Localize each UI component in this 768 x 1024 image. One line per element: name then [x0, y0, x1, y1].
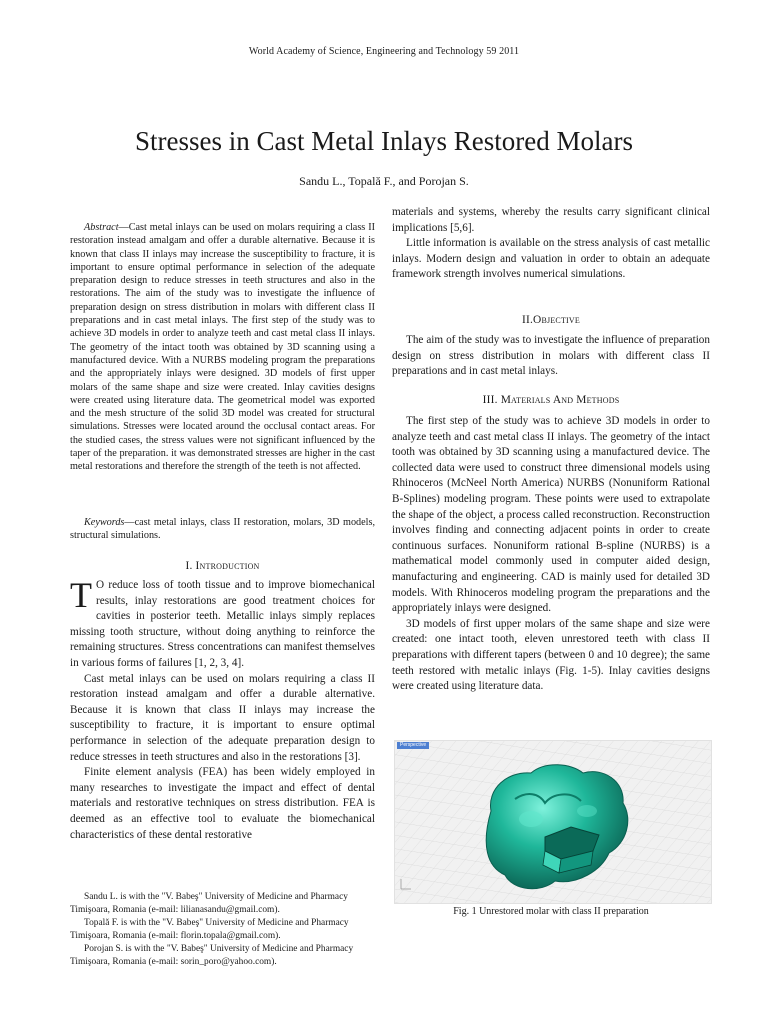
intro-heading: I. Introduction: [185, 560, 260, 572]
objective-paragraph: The aim of the study was to investigate the influence of preparation design on stress distribution in molars with different class II preparations and in cast metal inlays.: [392, 334, 710, 378]
paper-title: Stresses in Cast Metal Inlays Restored Molars: [135, 126, 633, 156]
footnote-3: Porojan S. is with the "V. Babeş" University of Medicine and Pharmacy Timişoara, Romania (e-mail: sorin_poro@yahoo.com).: [70, 944, 354, 967]
methods-heading: III. Materials And Methods: [482, 394, 620, 406]
molar-render: [395, 741, 711, 903]
footnote-2: Topală F. is with the "V. Babeş" University of Medicine and Pharmacy Timişoara, Romania (e-mail: florin.topala@gmail.com).: [70, 918, 349, 941]
paper-authors: Sandu L., Topală F., and Porojan S.: [299, 174, 469, 188]
methods-paragraph-2: 3D models of first upper molars of the same shape and size were created: one intact tooth, eleven unrestored teeth with class II preparations with different tapers (between 0 and 10 degree); the same teeth restored with metalic inlays (Fig. 1-5). Inlay cavities designs were created using literature data.: [392, 617, 710, 693]
intro-paragraph-1: O reduce loss of tooth tissue and to improve biomechanical results, inlay restorations are good treatment choices for cavities in posterior teeth. Metallic inlays simply replaces missing tooth structure, without doing anything to reinforce the remaining structures. Stress concentrations can manifest themselves in various forms of failures [1, 2, 3, 4].: [70, 579, 375, 669]
viewport-label: Perspective: [397, 742, 429, 749]
drop-cap: T: [70, 575, 92, 615]
objective-heading: II.Objective: [522, 314, 580, 326]
keywords: [70, 516, 375, 543]
intro-body: [70, 575, 375, 843]
keywords-text: —cast metal inlays, class II restoration, molars, 3D models, structural simulations.: [70, 517, 375, 542]
abstract-label: Abstract: [84, 222, 119, 233]
right-paragraph-1: materials and systems, whereby the results carry significant clinical implications [5,6].: [392, 206, 710, 234]
objective-body: [392, 333, 710, 380]
figure-caption: Fig. 1 Unrestored molar with class II preparation: [453, 906, 649, 917]
right-column-top: [392, 205, 710, 283]
right-paragraph-2: Little information is available on the stress analysis of cast metallic inlays. Modern design and valuation in order to obtain an adequate framework strength involves numerical simulations.: [392, 237, 710, 281]
intro-paragraph-3: Finite element analysis (FEA) has been widely employed in many researches to investigate the impact and effect of dental materials and restorative techniques on stress distribution. FEA is deemed as an effective tool to evaluate the biomechanical characteristics of these dental restorative: [70, 766, 375, 841]
abstract-text: —Cast metal inlays can be used on molars requiring a class II restoration instead amalgam and offer a durable alternative. Because it is known that class II inlays may increase the susceptibility to fracture, it is important to ensure optimal performance in selection of the adequate preparation design to reduce stresses in teeth structures and also in the restorations. The aim of the study was to investigate the influence of preparation design on stress distribution in molars with different class II preparations and in cast metal inlays. The first step of the study was to achieve 3D models in order to analyze teeth and cast metal class II inlays. The geometry of the intact tooth was obtained by 3D scanning using a manufactured device. With a NURBS modeling program the preparations and the appropriately inlays were designed. 3D models of first upper molars of the same shape and size were created. Inlay cavities designs were created using literature data. The geometrical model was exported and the mesh structure of the solid 3D model was created for structural simulations. Stresses were located around the occlusal contact areas. For the studied cases, the stress values were not significant influenced by the taper of the preparation. it was demonstrated stresses are higher in the cast metal restorations and therefore the strength of the teeth is not affected.: [70, 222, 375, 473]
figure-1: [394, 740, 712, 904]
methods-paragraph-1: The first step of the study was to achieve 3D models in order to analyze teeth and cast metal class II inlays. The geometry of the intact tooth was obtained by 3D scanning using a manufactured device. The collected data were used to construct three dimensional models using Rhinoceros (McNeel North America) NURBS (Nonuniform Rational B-Splines) modeling program. These points were used to extrapolate the shape of the object, a process called reconstruction. Reconstruction involves finding and connecting adjacent points in order to create continuous surfaces. Nonuniform rational B-spline (NURBS) is a mathematical model commonly used in computer aided design, manufacturing and engineering. CAD is mainly used for detailed 3D models. With Rhinoceros modeling program the preparations and the appropriately inlays were designed.: [392, 415, 710, 615]
footnote-1: Sandu L. is with the "V. Babeş" University of Medicine and Pharmacy Timişoara, Romania (e-mail: lilianasandu@gmail.com).: [70, 892, 348, 915]
abstract: [70, 221, 375, 474]
intro-paragraph-2: Cast metal inlays can be used on molars requiring a class II restoration instead amalgam and offer a durable alternative. Because it is known that class II inlays may increase the susceptibility to fracture, it is important to ensure optimal performance in selection of the adequate preparation design to reduce stresses in teeth structures and also in the restorations [3].: [70, 672, 375, 763]
methods-body: [392, 414, 710, 695]
journal-header: World Academy of Science, Engineering and Technology 59 2011: [248, 46, 520, 57]
footnotes: [70, 891, 375, 969]
keywords-label: Keywords: [84, 517, 125, 528]
